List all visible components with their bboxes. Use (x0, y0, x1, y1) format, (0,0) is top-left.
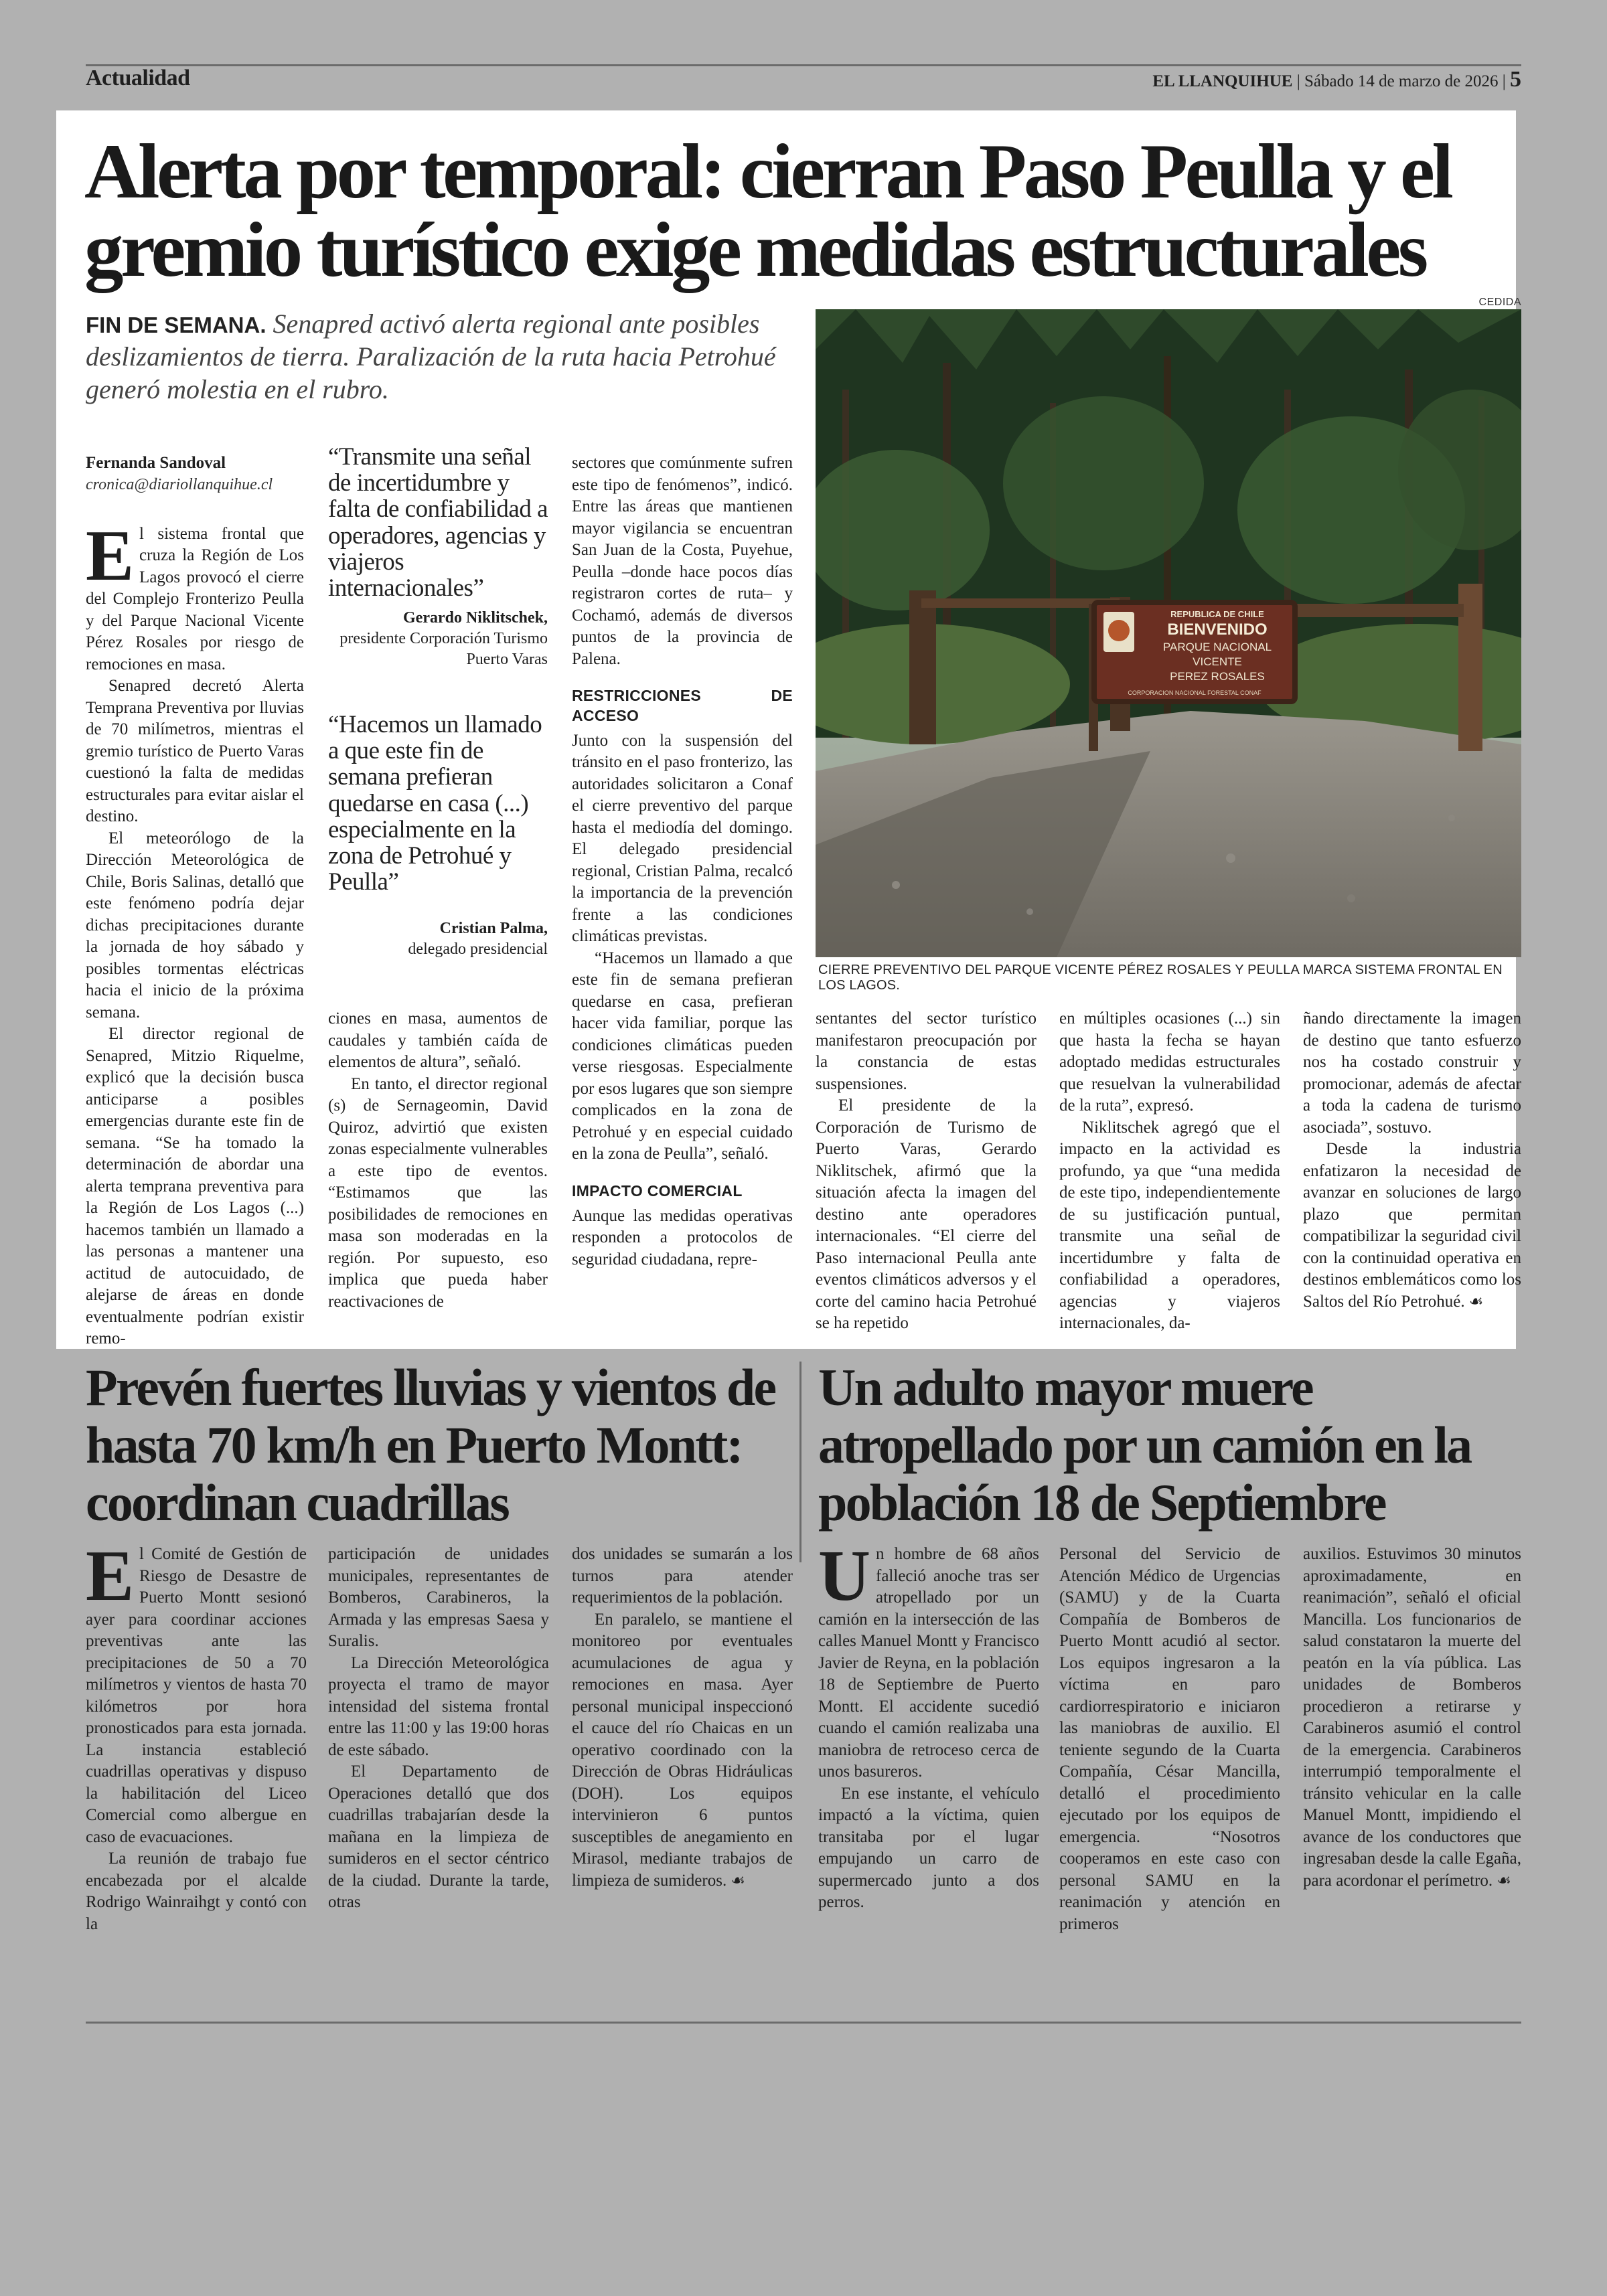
park-entrance-photo (816, 309, 1521, 957)
sign-line-1: REPUBLICA DE CHILE (1170, 609, 1264, 619)
article2-drop-cap: E (86, 1536, 135, 1616)
article3-headline: Un adulto mayor muere atropellado por un camión en la población 18 de Septiembre (818, 1358, 1471, 1532)
main-p1 (86, 515, 304, 676)
main-kicker (86, 308, 795, 406)
main-col-3 (572, 453, 793, 1270)
main-p10: Aunque las medidas operativas responden a protocolos de seguridad ciudadana, repre- (572, 1206, 793, 1268)
gravel-stone (1026, 908, 1033, 915)
subhead-impacto: IMPACTO COMERCIAL (572, 1181, 743, 1200)
main-p6: En tanto, el director regional (s) de Sernageomin, David Quiroz, advirtió que existen zonas especialmente vulnerables a este tipo de eventos. “Estimamos que las posibilidades de remociones en masa son moderadas en la región. Por supuesto, eso implica que pueda haber reactivaciones de (328, 1074, 548, 1311)
pull-quote-1: “Transmite una señal de incertidumbre y falta de confiabilidad a operadores, agencias y viajeros internacionales” (328, 443, 548, 602)
section-label: Actualidad (86, 66, 190, 90)
page-meta (1152, 67, 1521, 92)
newspaper-name: EL LLANQUIHUE (1152, 72, 1293, 90)
sign-post-left (909, 590, 936, 744)
article2-p1-text: l Comité de Gestión de Riesgo de Desastre de Puerto Montt sesionó ayer para coordinar acciones preventivas ante las precipitaciones de 50 a 70 milímetros y vientos de hasta 70 kilómetros por hora pronosticados para esta jornada. La instancia estableció cuadrillas operativas y dispuso la habilitación del Liceo Comercial como albergue en caso de evacuaciones. (86, 1545, 307, 1846)
article2-headline: Prevén fuertes lluvias y vientos de hasta 70 km/h en Puerto Montt: coordinan cuadrillas (86, 1358, 775, 1532)
sign-line-2: BIENVENIDO (1167, 621, 1268, 639)
top-rule (86, 64, 1521, 66)
pull-quote-2: “Hacemos un llamado a que este fin de semana prefieran quedarse en casa (...) especialmente en la zona de Petrohué y Peulla” (328, 711, 542, 896)
emblem-circle (1108, 620, 1130, 641)
gravel-stone (892, 881, 900, 889)
main-p4: El director regional de Senapred, Mitzio Riquelme, explicó que la decisión busca anticiparse a posibles emergencias durante este fin de semana. “Se ha tomado la determinación de abordar una alerta temprana preventiva para la Región de Los Lagos (...) hacemos también un llamado a las personas a mantener una actitud de autocuidado, de alejarse de áreas en donde eventualmente podrían existir remo- (86, 1025, 304, 1348)
article2-p1 (86, 1536, 307, 1848)
main-col-5 (1059, 1008, 1280, 1335)
main-col-1 (86, 453, 304, 1350)
article3-p2: En ese instante, el vehículo impactó a la víctima, quien transitaba por el lugar empujando un carro de supermercado junto a dos perros. (818, 1784, 1039, 1911)
article2-p3: participación de unidades municipales, representantes de Bomberos, Carabineros, la Armada y las empresas Saesa y Suralis. (328, 1545, 549, 1650)
quote-2-role: delegado presidencial (408, 940, 548, 959)
park-photo-illustration (816, 309, 1521, 957)
quote-1-role: presidente Corporación Turismo Puerto Varas (339, 630, 548, 669)
gravel-stone (1448, 815, 1455, 821)
foliage (1003, 396, 1204, 570)
main-p16-text: Desde la industria enfatizaron la necesidad de avanzar en soluciones de largo plazo que permitan compatibilizar la seguridad civil con la continuidad operativa en destinos emblemáticos como los Saltos del Río Petrohué. (1303, 1140, 1521, 1311)
bottom-rule (86, 2022, 1521, 2024)
article2-p7-text: En paralelo, se mantiene el monitoreo por eventuales acumulaciones de agua y remociones en masa. Ayer personal municipal inspeccionó el cauce del río Chaicas en un operativo coordinado con la Dirección de Obras Hidráulicas (DOH). Los equipos intervinieron 6 puntos susceptibles de anegamiento en Mirasol, mediante trabajos de limpieza de sumideros. (572, 1610, 793, 1890)
main-p14: Niklitschek agregó que el impacto en la actividad es profundo, ya que “una medida de este tipo, independientemente de su justificación puntual, transmite una señal de incertidumbre y falta de confiabilidad a operadores, agencias y viajeros internacionales, da- (1059, 1118, 1280, 1332)
kicker-label: FIN DE SEMANA. (86, 313, 266, 337)
sign-line-5: PEREZ ROSALES (1170, 670, 1265, 683)
article3-p1-text: n hombre de 68 años falleció anoche tras ser atropellado por un camión en la intersección de las calles Manuel Montt y Francisco Javier de Reyna, en la población 18 de Septiembre de Puerto Montt. El accidente sucedió cuando el camión realizaba una maniobra de retroceso cerca de unos basureros. (818, 1545, 1039, 1781)
article3-col-3 (1303, 1544, 1521, 1892)
sign-line-6: CORPORACION NACIONAL FORESTAL CONAF (1128, 689, 1261, 696)
article3-p3: Personal del Servicio de Atención Médico de Urgencias (SAMU) y de la Cuarta Compañía de Bomberos de Puerto Montt acudió al sector. Los equipos ingresaron a la víctima en paro cardiorrespiratorio e iniciaron las maniobras de auxilio. El teniente segundo de la Cuarta Compañía, César Mancilla, detalló el procedimiento ejecutado por los equipos de emergencia. “Nosotros cooperamos en este caso con personal SAMU en la reanimación y atención en primeros (1059, 1545, 1280, 1933)
main-p8: Junto con la suspensión del tránsito en el paso fronterizo, las autoridades solicitaron a Conaf el cierre preventivo del parque hasta el mediodía del domingo. El delegado presidencial regional, Cristian Palma, recalcó la importancia de la prevención frente a las condiciones climáticas previstas. (572, 731, 793, 946)
main-p5: ciones en masa, aumentos de caudales y también caída de elementos de altura”, señaló. (328, 1009, 548, 1071)
quote-2-name: Cristian Palma, (439, 920, 548, 937)
article3-drop-cap: U (818, 1536, 870, 1616)
main-col-4 (816, 1008, 1037, 1335)
article2-col-2 (328, 1544, 549, 1914)
main-col-2 (328, 1008, 548, 1313)
article2-p5: El Departamento de Operaciones detalló que dos cuadrillas trabajarían desde la mañana en la limpieza de sumideros en el sector céntrico de la ciudad. Durante la tarde, otras (328, 1762, 549, 1911)
quote-1-attribution (328, 608, 548, 671)
article2-p2: La reunión de trabajo fue encabezada por el alcalde Rodrigo Wainraihgt y contó con la (86, 1850, 307, 1933)
issue-date: Sábado 14 de marzo de 2026 (1304, 72, 1499, 90)
meta-separator: | (1296, 72, 1304, 90)
gravel-stone (1226, 853, 1235, 863)
author-email: cronica@diariollanquihue.cl (86, 475, 273, 493)
article2-p6: dos unidades se sumarán a los turnos para atender requerimientos de la población. (572, 1545, 793, 1607)
sign-line-4: VICENTE (1193, 655, 1242, 668)
main-p3: El meteorólogo de la Dirección Meteorológica de Chile, Boris Salinas, detalló que este fenómeno podría dejar dichas precipitaciones durante la jornada de hoy sábado y posibles tormentas eléctricas hacia el inicio de la próxima semana. (86, 829, 304, 1021)
main-p11: sentantes del sector turístico manifestaron preocupación por la constancia de estas suspensiones. (816, 1009, 1037, 1093)
main-p15: ñando directamente la imagen de destino que tanto esfuerzo nos ha costado construir y promocionar, además de afectar a toda la cadena de turismo asociada”, sostuvo. (1303, 1009, 1521, 1137)
article3-end-mark-icon: ☙ (1497, 1870, 1511, 1890)
main-p2: Senapred decretó Alerta Temprana Preventiva por lluvias de 70 milímetros, mientras el gremio turístico de Puerto Varas cuestionó la falta de medidas estructurales para evitar aislar el destino. (86, 677, 304, 826)
article3-p4-text: auxilios. Estuvimos 30 minutos aproximadamente, en reanimación”, señaló el oficial Mancilla. Los funcionarios de salud constataron la muerte del peatón en la vía pública. Las unidades de Bomberos procedieron a retirarse y Carabineros asumió el control de la emergencia. Carabineros interrumpió temporalmente el tránsito vehicular en la calle Manuel Montt, impidiendo el avance de los conductores que ingresaban desde la calle Egaña, para acordonar el perímetro. (1303, 1545, 1521, 1890)
meta-separator-2: | (1502, 72, 1510, 90)
drop-cap: E (86, 515, 135, 596)
article2-col-3 (572, 1544, 793, 1892)
main-p16 (1303, 1139, 1521, 1313)
article2-p7 (572, 1609, 793, 1892)
end-mark-icon: ☙ (1468, 1291, 1484, 1311)
main-col-6 (1303, 1008, 1521, 1313)
main-p9: “Hacemos un llamado a que este fin de semana prefieran quedarse en casa, prefieran hacer vida familiar, porque las condiciones climáticas pueden verse riesgosas. Especialmente por esos lugares que son siempre complicados en la zona de Petrohué y en especial cuidado en la zona de Peulla”, señaló. (572, 949, 793, 1163)
main-headline: Alerta por temporal: cierran Paso Peulla y el gremio turístico exige medidas estructurales (84, 129, 1451, 293)
main-p7: sectores que comúnmente sufren este tipo de fenómenos”, indicó. Entre las áreas que mantienen mayor vigilancia se encuentran San Juan de la Costa, Puyehue, Peulla –donde hace pocos días registraron cortes de ruta– y Cochamó, además de diversos puntos de la provincia de Palena. (572, 454, 793, 668)
article2-end-mark-icon: ☙ (731, 1870, 745, 1890)
article2-p4: La Dirección Meteorológica proyecta el tramo de mayor intensidad del sistema frontal entre las 11:00 y las 19:00 horas de este sábado. (328, 1653, 549, 1759)
article2-col-1 (86, 1536, 307, 1935)
main-p13: en múltiples ocasiones (...) sin que hasta la fecha se hayan adoptado medidas estructurales que resuelvan la vulnerabilidad de la ruta”, expresó. (1059, 1009, 1280, 1115)
subhead-restricciones: RESTRICCIONES DE ACCESO (572, 687, 793, 724)
sign-line-3: PARQUE NACIONAL (1162, 641, 1272, 653)
page-number: 5 (1510, 67, 1521, 92)
article3-col-1 (818, 1536, 1039, 1914)
quote-2-attribution (328, 918, 548, 960)
photo-credit: CEDIDA (1478, 297, 1521, 308)
main-p1-text: l sistema frontal que cruza la Región de Los Lagos provocó el cierre del Complejo Fronterizo Peulla y del Parque Nacional Vicente Pérez Rosales por riesgo de remociones en masa. (86, 524, 304, 673)
quote-1-name: Gerardo Niklitschek, (403, 609, 548, 627)
kicker-text: Senapred activó alerta regional ante posibles deslizamientos de tierra. Paralización de la ruta hacia Petrohué generó molestia en el rubro. (86, 309, 776, 404)
article3-p1 (818, 1536, 1039, 1783)
article3-p4 (1303, 1544, 1521, 1892)
photo-caption: CIERRE PREVENTIVO DEL PARQUE VICENTE PÉREZ ROSALES Y PEULLA MARCA SISTEMA FRONTAL EN LOS LAGOS. (818, 963, 1503, 993)
author-name: Fernanda Sandoval (86, 454, 226, 472)
gravel-stone (1347, 894, 1355, 902)
article3-col-2 (1059, 1544, 1280, 1935)
main-p12: El presidente de la Corporación de Turismo de Puerto Varas, Gerardo Niklitschek, afirmó que la situación afecta la imagen del destino ante operadores internacionales. “El cierre del Paso internacional Peulla ante eventos climáticos adversos y el corte del camino hacia Petrohué se ha repetido (816, 1096, 1037, 1332)
